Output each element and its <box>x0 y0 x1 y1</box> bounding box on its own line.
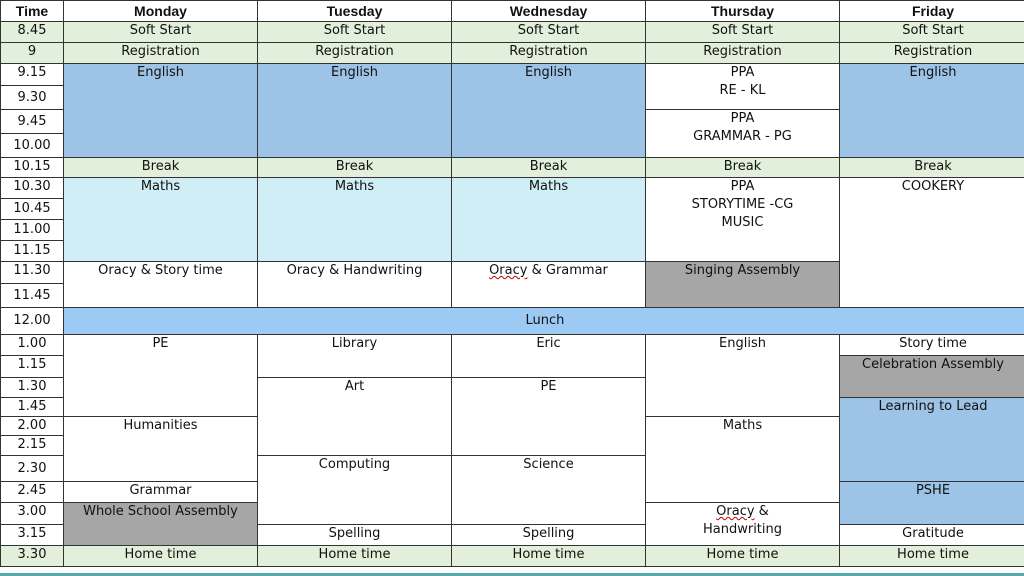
time-cell: 2.00 <box>1 417 64 436</box>
lesson-cell: Celebration Assembly <box>840 356 1024 398</box>
lesson-text: MUSIC <box>721 215 764 230</box>
header-monday: Monday <box>64 1 258 22</box>
lesson-cell <box>646 110 840 158</box>
lesson-cell: Maths <box>64 178 258 262</box>
lesson-cell: Maths <box>452 178 646 262</box>
lesson-text: PPA <box>730 111 755 126</box>
time-cell: 9.45 <box>1 110 64 134</box>
lesson-cell: Soft Start <box>258 22 452 43</box>
time-cell: 2.15 <box>1 436 64 456</box>
time-cell: 10.30 <box>1 178 64 199</box>
time-cell: 2.30 <box>1 456 64 482</box>
time-cell: 10.15 <box>1 158 64 178</box>
lesson-cell: Maths <box>258 178 452 262</box>
lesson-text-rest: & <box>754 504 769 519</box>
lesson-cell: Oracy & Story time <box>64 262 258 308</box>
lesson-text-word: Oracy <box>716 504 755 519</box>
lesson-cell: Soft Start <box>840 22 1024 43</box>
lesson-cell: PE <box>452 378 646 456</box>
lesson-cell <box>646 503 840 546</box>
table-row <box>1 335 1024 356</box>
time-cell: 1.15 <box>1 356 64 378</box>
lesson-text: Oracy <box>489 263 528 278</box>
lesson-cell: Break <box>64 158 258 178</box>
lesson-cell: English <box>646 335 840 417</box>
lesson-cell: Grammar <box>64 482 258 503</box>
time-cell: 11.30 <box>1 262 64 284</box>
lesson-cell: PE <box>64 335 258 417</box>
table-row <box>1 22 1024 43</box>
time-cell: 9.15 <box>1 64 64 86</box>
lesson-text: RE - KL <box>719 83 766 98</box>
lesson-cell <box>646 178 840 262</box>
lesson-cell: Registration <box>646 43 840 64</box>
time-cell: 1.30 <box>1 378 64 398</box>
lesson-cell: Learning to Lead <box>840 398 1024 482</box>
lesson-cell: Story time <box>840 335 1024 356</box>
header-row <box>1 1 1024 22</box>
lesson-cell: Eric <box>452 335 646 378</box>
lesson-cell: Soft Start <box>452 22 646 43</box>
lesson-cell: Humanities <box>64 417 258 482</box>
lesson-cell: Soft Start <box>646 22 840 43</box>
lesson-text: STORYTIME -CG <box>691 197 794 212</box>
lesson-cell: Home time <box>64 546 258 567</box>
header-wednesday: Wednesday <box>452 1 646 22</box>
lesson-cell: Science <box>452 456 646 525</box>
lesson-cell: Home time <box>646 546 840 567</box>
time-cell: 9.30 <box>1 86 64 110</box>
time-cell: 11.45 <box>1 284 64 308</box>
lesson-cell: Singing Assembly <box>646 262 840 308</box>
lesson-text: & Grammar <box>527 263 608 278</box>
table-row <box>1 546 1024 567</box>
lesson-cell: Whole School Assembly <box>64 503 258 546</box>
time-cell: 9 <box>1 43 64 64</box>
lesson-text: GRAMMAR - PG <box>693 129 792 144</box>
lesson-text: PPA <box>730 179 755 194</box>
lesson-cell: Computing <box>258 456 452 525</box>
lesson-cell: Home time <box>258 546 452 567</box>
lesson-cell: Break <box>452 158 646 178</box>
time-cell: 10.00 <box>1 134 64 158</box>
time-cell: 1.00 <box>1 335 64 356</box>
lesson-cell: Home time <box>452 546 646 567</box>
lesson-cell: English <box>840 64 1024 158</box>
lesson-cell: COOKERY <box>840 178 1024 308</box>
header-thursday: Thursday <box>646 1 840 22</box>
table-row <box>1 64 1024 86</box>
lesson-cell: Spelling <box>452 525 646 546</box>
header-tuesday: Tuesday <box>258 1 452 22</box>
lesson-text: Handwriting <box>702 522 783 537</box>
lesson-cell <box>452 262 646 308</box>
lesson-cell: English <box>258 64 452 158</box>
header-time: Time <box>1 1 64 22</box>
time-cell: 12.00 <box>1 308 64 335</box>
lesson-cell: Registration <box>840 43 1024 64</box>
time-cell: 8.45 <box>1 22 64 43</box>
time-cell: 3.30 <box>1 546 64 567</box>
time-cell: 11.15 <box>1 241 64 262</box>
lesson-cell: Library <box>258 335 452 378</box>
time-cell: 11.00 <box>1 220 64 241</box>
lesson-cell: Break <box>840 158 1024 178</box>
time-cell: 3.15 <box>1 525 64 546</box>
lesson-cell: English <box>64 64 258 158</box>
lesson-text: PPA <box>730 65 755 80</box>
time-cell: 10.45 <box>1 199 64 220</box>
lesson-cell: Gratitude <box>840 525 1024 546</box>
lesson-cell: Break <box>646 158 840 178</box>
lesson-cell: Home time <box>840 546 1024 567</box>
lesson-cell: Art <box>258 378 452 456</box>
lesson-cell: Soft Start <box>64 22 258 43</box>
table-row <box>1 158 1024 178</box>
table-row <box>1 308 1024 335</box>
lesson-cell: Registration <box>258 43 452 64</box>
table-row <box>1 43 1024 64</box>
lesson-cell: Registration <box>452 43 646 64</box>
lesson-cell <box>646 64 840 110</box>
lesson-text <box>648 503 837 521</box>
lunch-cell: Lunch <box>64 308 1024 335</box>
lesson-cell: English <box>452 64 646 158</box>
lesson-cell: Registration <box>64 43 258 64</box>
lesson-cell: Oracy & Handwriting <box>258 262 452 308</box>
lesson-cell: Spelling <box>258 525 452 546</box>
time-cell: 1.45 <box>1 398 64 417</box>
lesson-cell: PSHE <box>840 482 1024 525</box>
table-row <box>1 178 1024 199</box>
header-friday: Friday <box>840 1 1024 22</box>
time-cell: 2.45 <box>1 482 64 503</box>
time-cell: 3.00 <box>1 503 64 525</box>
lesson-cell: Maths <box>646 417 840 503</box>
lesson-cell: Break <box>258 158 452 178</box>
